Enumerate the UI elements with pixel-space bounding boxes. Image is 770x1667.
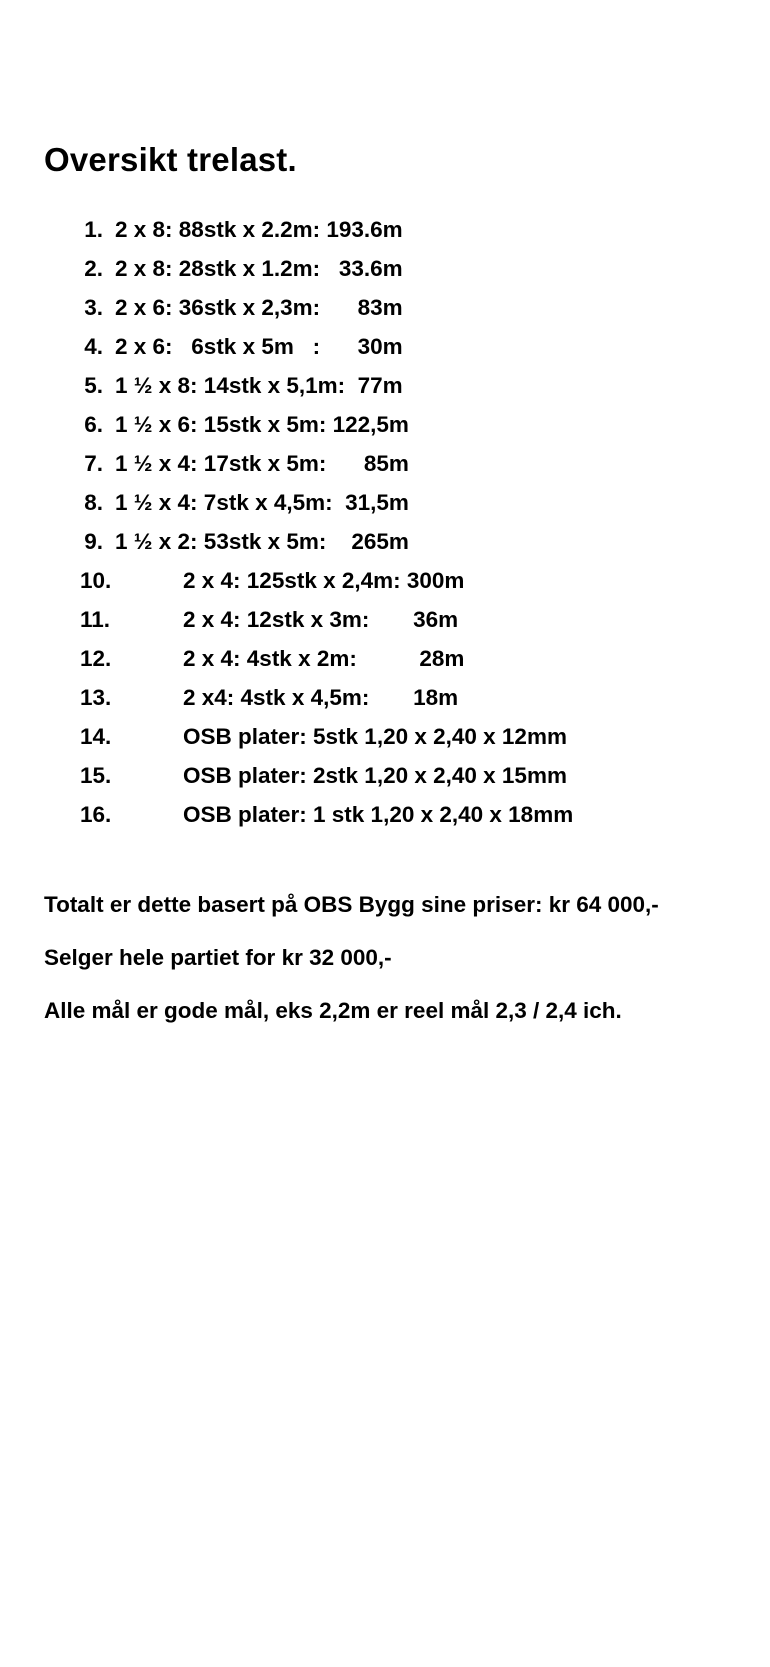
item-number: 2. <box>84 256 103 281</box>
item-number: 16. <box>80 802 112 827</box>
item-number: 9. <box>84 529 103 554</box>
item-text: 2 x 4: 12stk x 3m: 36m <box>183 607 459 632</box>
item-number: 12. <box>80 646 112 671</box>
item-text: 2 x 4: 125stk x 2,4m: 300m <box>183 568 465 593</box>
item-text: OSB plater: 1 stk 1,20 x 2,40 x 18mm <box>183 802 574 827</box>
item-text: 2 x 8: 28stk x 1.2m: 33.6m <box>115 256 403 281</box>
item-text: 1 ½ x 8: 14stk x 5,1m: 77m <box>115 373 403 398</box>
item-number: 10. <box>80 568 112 593</box>
item-text: OSB plater: 5stk 1,20 x 2,40 x 12mm <box>183 724 567 749</box>
item-number: 13. <box>80 685 112 710</box>
item-number: 15. <box>80 763 112 788</box>
item-number: 11. <box>80 607 111 632</box>
item-text: 1 ½ x 4: 7stk x 4,5m: 31,5m <box>115 490 409 515</box>
item-text: 1 ½ x 2: 53stk x 5m: 265m <box>115 529 409 554</box>
item-number: 4. <box>84 334 103 359</box>
measurement-note: Alle mål er gode mål, eks 2,2m er reel mål 2,3 / 2,4 ich. <box>44 998 622 1023</box>
item-number: 6. <box>84 412 103 437</box>
total-price-text: Totalt er dette basert på OBS Bygg sine priser: kr 64 000,- <box>44 892 659 917</box>
item-number: 7. <box>84 451 103 476</box>
document-title: Oversikt trelast. <box>44 141 297 178</box>
item-text: 1 ½ x 6: 15stk x 5m: 122,5m <box>115 412 409 437</box>
item-text: 2 x 6: 6stk x 5m : 30m <box>115 334 403 359</box>
item-number: 3. <box>84 295 103 320</box>
item-text: 1 ½ x 4: 17stk x 5m: 85m <box>115 451 409 476</box>
item-text: 2 x 4: 4stk x 2m: 28m <box>183 646 465 671</box>
item-text: 2 x 8: 88stk x 2.2m: 193.6m <box>115 217 403 242</box>
item-text: OSB plater: 2stk 1,20 x 2,40 x 15mm <box>183 763 567 788</box>
item-text: 2 x4: 4stk x 4,5m: 18m <box>183 685 459 710</box>
item-number: 1. <box>84 217 103 242</box>
item-number: 14. <box>80 724 112 749</box>
item-text: 2 x 6: 36stk x 2,3m: 83m <box>115 295 403 320</box>
item-number: 5. <box>84 373 103 398</box>
sale-price-text: Selger hele partiet for kr 32 000,- <box>44 945 392 970</box>
item-number: 8. <box>84 490 103 515</box>
